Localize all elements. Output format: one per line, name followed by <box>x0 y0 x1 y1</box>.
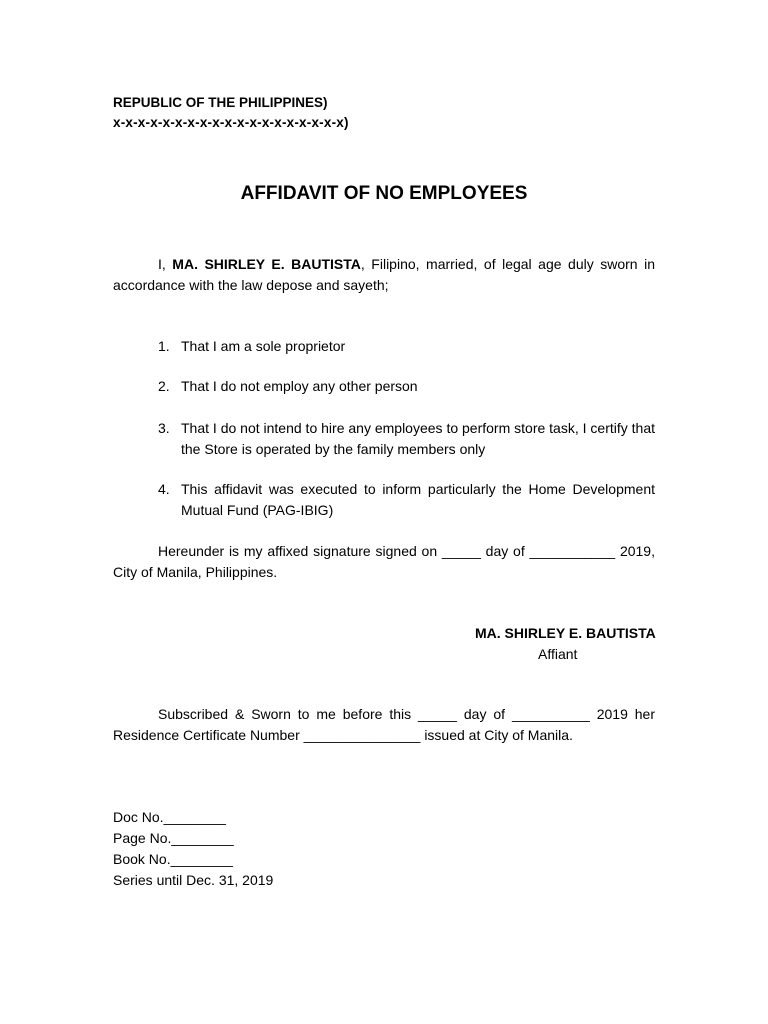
venue-separator-line: x-x-x-x-x-x-x-x-x-x-x-x-x-x-x-x-x-x-x) <box>113 115 349 130</box>
statement-item <box>113 479 655 521</box>
book-number-line: Book No.________ <box>113 851 233 867</box>
series-line: Series until Dec. 31, 2019 <box>113 872 274 888</box>
statement-number: 1. <box>158 338 170 354</box>
doc-number-line: Doc No.________ <box>113 809 226 825</box>
statement-item <box>113 376 655 397</box>
page-number-line: Page No.________ <box>113 830 234 846</box>
statement-item <box>113 418 655 460</box>
affiant-signature-name: MA. SHIRLEY E. BAUTISTA <box>475 625 656 641</box>
affiant-role-label: Affiant <box>538 646 578 662</box>
notarial-register <box>113 807 273 891</box>
signature-date-paragraph: Hereunder is my affixed signature signed on _____ day of ___________ 2019, City of Manila, Philippines. <box>113 543 655 580</box>
jurat-paragraph: Subscribed & Sworn to me before this _____ day of __________ 2019 her Residence Certificate Number _______________ issued at City of Manila. <box>113 706 655 743</box>
intro-paragraph <box>113 254 655 296</box>
venue-line: REPUBLIC OF THE PHILIPPINES) <box>113 95 328 110</box>
statement-number: 4. <box>158 481 170 497</box>
statement-item <box>113 336 655 357</box>
statement-text: That I do not employ any other person <box>181 378 418 394</box>
statement-text: That I do not intend to hire any employees to perform store task, I certify that the Store is operated by the family members only <box>181 420 655 457</box>
affiant-name-inline: MA. SHIRLEY E. BAUTISTA <box>172 256 361 272</box>
statement-number: 3. <box>158 420 170 436</box>
intro-prefix: I, <box>158 256 173 272</box>
document-title: AFFIDAVIT OF NO EMPLOYEES <box>240 183 528 204</box>
statement-number: 2. <box>158 378 170 394</box>
statement-text: This affidavit was executed to inform particularly the Home Development Mutual Fund (PAG-IBIG) <box>181 481 655 518</box>
intro-suffix: , Filipino, married, of legal age duly sworn in accordance with the law depose and sayeth; <box>113 256 655 293</box>
statement-text: That I am a sole proprietor <box>181 338 346 354</box>
